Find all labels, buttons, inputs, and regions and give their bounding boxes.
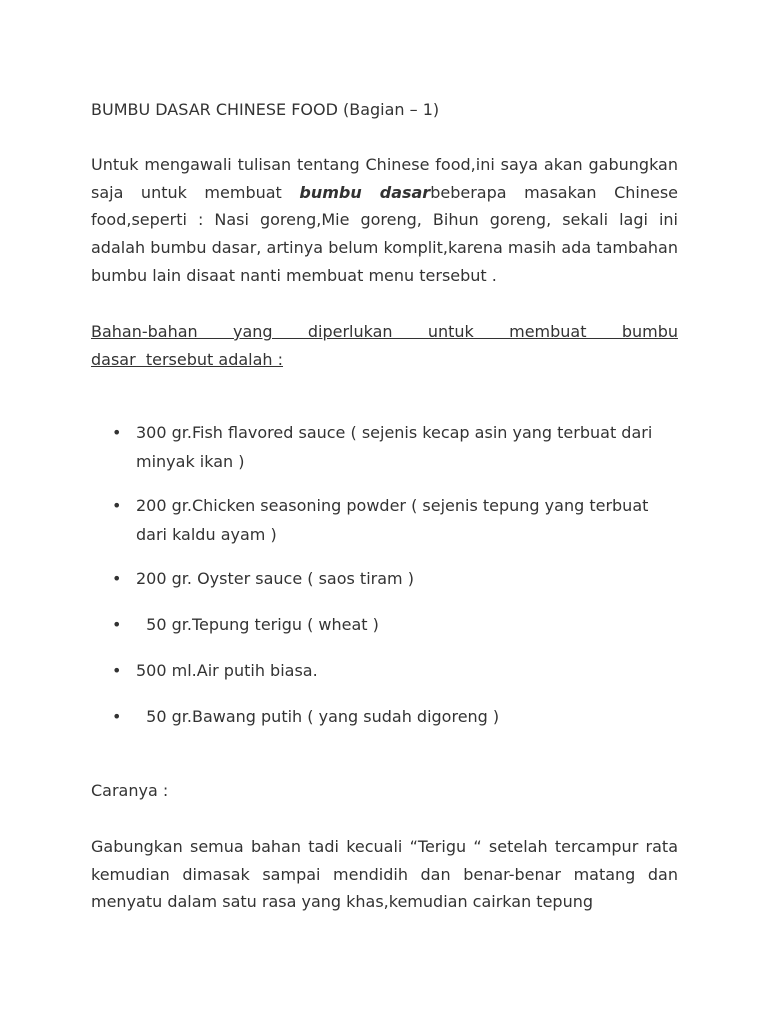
intro-emphasis: bumbu dasar — [299, 182, 431, 202]
ingredient-text: 200 gr.Chicken seasoning powder ( sejenis tepung yang terbuat dari kaldu ayam ) — [136, 496, 654, 544]
bullet-icon: • — [112, 496, 122, 515]
bullet-icon: • — [112, 423, 122, 442]
ingredient-text: 50 gr.Tepung terigu ( wheat ) — [136, 615, 379, 634]
bullet-icon: • — [112, 661, 122, 680]
intro-paragraph — [91, 151, 678, 290]
ingredient-text: 50 gr.Bawang putih ( yang sudah digoreng ) — [136, 707, 500, 726]
ingredient-text: 200 gr. Oyster sauce ( saos tiram ) — [136, 569, 414, 588]
bullet-icon: • — [112, 615, 122, 634]
ingredients-heading-line1: Bahan-bahan yang diperlukan untuk membuat bumbu — [91, 322, 678, 341]
intro-text-after: beberapa masakan Chinese food,seperti : Nasi goreng,Mie goreng, Bihun goreng, sekali lagi ini adalah bumbu dasar, artinya belum komplit,karena masih ada tambahan bumbu lain disaat nanti membuat menu tersebut . — [91, 182, 679, 285]
bullet-icon: • — [112, 707, 122, 726]
ingredients-heading-line2: dasar tersebut adalah : — [91, 349, 284, 369]
ingredients-heading — [91, 318, 678, 373]
ingredient-text: 500 ml.Air putih biasa. — [136, 661, 318, 680]
intro-text-before: Untuk mengawali tulisan tentang Chinese food,ini saya akan gabungkan saja untuk membuat — [91, 155, 678, 202]
bullet-icon: • — [112, 569, 122, 588]
ingredient-text: 300 gr.Fish flavored sauce ( sejenis kecap asin yang terbuat dari minyak ikan ) — [136, 423, 658, 471]
method-paragraph: Gabungkan semua bahan tadi kecuali “Terigu “ setelah tercampur rata kemudian dimasak sampai mendidih dan benar-benar matang dan menyatu dalam satu rasa yang khas,kemudian cairkan tepung — [91, 837, 678, 912]
document-title: BUMBU DASAR CHINESE FOOD (Bagian – 1) — [91, 100, 440, 119]
method-label: Caranya : — [91, 781, 169, 800]
